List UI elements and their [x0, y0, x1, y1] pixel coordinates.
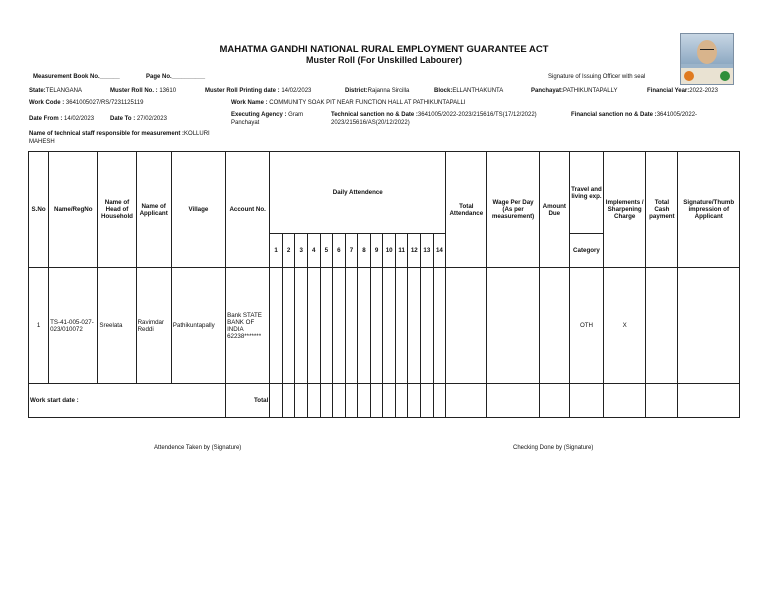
exec-agency-value-1: Gram: [288, 112, 304, 118]
day-7: 7: [345, 234, 358, 268]
att-cell: [345, 268, 358, 384]
foot-cell: [333, 384, 346, 418]
work-code-label: Work Code :: [29, 100, 65, 106]
day-6: 6: [333, 234, 346, 268]
fy-value: 2022-2023: [689, 88, 718, 94]
att-cell: [421, 268, 434, 384]
row-wage: [487, 268, 539, 384]
col-name: Name/RegNo: [49, 152, 98, 268]
emblem-right-icon: [720, 71, 730, 81]
emblem-left-icon: [684, 71, 694, 81]
footer-row: [29, 384, 740, 418]
row-amount-due: [539, 268, 569, 384]
tech-staff-field: [29, 131, 210, 137]
col-amount-due: Amount Due: [539, 152, 569, 268]
day-1: 1: [270, 234, 283, 268]
date-from-value: 14/02/2023: [64, 116, 95, 122]
work-code-field: [29, 100, 143, 106]
att-cell: [408, 268, 421, 384]
row-head: Sreelata: [98, 268, 136, 384]
state-label: State:: [29, 88, 46, 94]
day-12: 12: [408, 234, 421, 268]
muster-roll-table: [28, 151, 740, 418]
work-name-field: [231, 100, 466, 106]
page-subtitle: Muster Roll (For Unskilled Labourer): [305, 55, 462, 65]
page-no: Page No.__________: [146, 74, 206, 80]
district-field: [345, 88, 409, 94]
att-cell: [395, 268, 408, 384]
col-village: Village: [171, 152, 225, 268]
print-date-label: Muster Roll Printing date :: [205, 88, 280, 94]
att-cell: [295, 268, 308, 384]
district-value: Rajanna Sircilla: [367, 88, 410, 94]
att-cell: [433, 268, 446, 384]
tech-sanction-field: [331, 112, 537, 118]
fy-label: Financial Year:: [647, 88, 690, 94]
foot-cell: [569, 384, 603, 418]
block-field: [434, 88, 503, 94]
col-daily-attendance: Daily Attendence: [270, 152, 446, 234]
row-category: OTH: [569, 268, 603, 384]
exec-agency-field: [231, 112, 303, 118]
foot-cell: [270, 384, 283, 418]
total-label: Total: [226, 384, 270, 418]
header-row-1: [29, 152, 740, 234]
foot-cell: [320, 384, 333, 418]
foot-cell: [282, 384, 295, 418]
row-village: Pathikuntapally: [171, 268, 225, 384]
state-value: TELANGANA: [45, 88, 83, 94]
att-cell: [383, 268, 396, 384]
page-title: MAHATMA GANDHI NATIONAL RURAL EMPLOYMENT GUARANTEE ACT: [219, 44, 549, 55]
work-code-value: 3641005027/RS/7231125119: [65, 100, 144, 106]
foot-cell: [358, 384, 371, 418]
issuing-officer-signature: Signature of Issuing Officer with seal: [548, 74, 646, 80]
foot-cell: [678, 384, 740, 418]
col-category: Category: [569, 234, 603, 268]
foot-cell: [646, 384, 678, 418]
att-cell: [358, 268, 371, 384]
att-cell: [307, 268, 320, 384]
panchayat-value: PATHIKUNTAPALLY: [563, 88, 618, 94]
att-cell: [270, 268, 283, 384]
row-signature: [678, 268, 740, 384]
table-row: [29, 268, 740, 384]
row-account: Bank STATE BANK OF INDIA 62238*******: [226, 268, 270, 384]
col-total-cash: Total Cash payment: [646, 152, 678, 268]
col-head-household: Name of Head of Household: [98, 152, 136, 268]
muster-no-value: 13610: [159, 88, 177, 94]
foot-cell: [408, 384, 421, 418]
panchayat-label: Panchayat:: [531, 88, 564, 94]
day-8: 8: [358, 234, 371, 268]
panchayat-field: [531, 88, 617, 94]
col-signature: Signature/Thumb impression of Applicant: [678, 152, 740, 268]
tech-sanction-label: Technical sanction no & Date :: [331, 112, 418, 118]
day-3: 3: [295, 234, 308, 268]
tech-staff-value-2: MAHESH: [29, 139, 55, 145]
foot-cell: [370, 384, 383, 418]
print-date-value: 14/02/2023: [281, 88, 312, 94]
work-name-value: COMMUNITY SOAK PIT NEAR FUNCTION HALL AT PATHIKUNTAPALLI: [269, 100, 466, 106]
tech-sanction-value-2: 2023/215616/AS(20/12/2022): [331, 120, 410, 126]
fin-sanction-field: [571, 112, 697, 118]
district-label: District:: [345, 88, 368, 94]
day-5: 5: [320, 234, 333, 268]
foot-cell: [395, 384, 408, 418]
foot-cell: [345, 384, 358, 418]
col-total-attendance: Total Attendance: [446, 152, 487, 268]
row-regno: TS-41-005-027-023/010072: [49, 268, 98, 384]
foot-cell: [446, 384, 487, 418]
date-from-label: Date From :: [29, 116, 63, 122]
row-applicant: Ravimdar Reddi: [136, 268, 171, 384]
fin-sanction-value: 3641005/2022-: [656, 112, 698, 118]
exec-agency-value-2: Panchayat: [231, 120, 260, 126]
fy-field: [647, 88, 718, 94]
attendance-taken-signature: Attendence Taken by (Signature): [154, 445, 242, 451]
date-from-field: [29, 116, 94, 122]
col-applicant: Name of Applicant: [136, 152, 171, 268]
col-implements: Implements / Sharpening Charge: [604, 152, 646, 268]
muster-no-label: Muster Roll No. :: [110, 88, 158, 94]
foot-cell: [539, 384, 569, 418]
foot-cell: [604, 384, 646, 418]
block-label: Block:: [434, 88, 453, 94]
work-name-label: Work Name :: [231, 100, 268, 106]
day-10: 10: [383, 234, 396, 268]
print-date-field: [205, 88, 311, 94]
foot-cell: [295, 384, 308, 418]
foot-cell: [433, 384, 446, 418]
att-cell: [333, 268, 346, 384]
foot-cell: [421, 384, 434, 418]
muster-no-field: [110, 88, 176, 94]
date-to-value: 27/02/2023: [136, 116, 167, 122]
date-to-field: [110, 116, 167, 122]
state-field: [29, 88, 82, 94]
tech-staff-label: Name of technical staff responsible for measurement :: [29, 131, 185, 137]
col-sno: S.No: [29, 152, 49, 268]
col-account: Account No.: [226, 152, 270, 268]
row-total-attendance: [446, 268, 487, 384]
day-13: 13: [421, 234, 434, 268]
foot-cell: [487, 384, 539, 418]
col-wage: Wage Per Day (As per measurement): [487, 152, 539, 268]
foot-cell: [307, 384, 320, 418]
day-11: 11: [395, 234, 408, 268]
exec-agency-label: Executing Agency :: [231, 112, 287, 118]
foot-cell: [383, 384, 396, 418]
att-cell: [282, 268, 295, 384]
measurement-book: Measurement Book No.______: [33, 74, 120, 80]
day-9: 9: [370, 234, 383, 268]
col-travel: Travel and living exp.: [569, 152, 603, 234]
fin-sanction-label: Financial sanction no & Date :: [571, 112, 657, 118]
att-cell: [370, 268, 383, 384]
day-2: 2: [282, 234, 295, 268]
block-value: ELLANTHAKUNTA: [452, 88, 504, 94]
row-total-cash: [646, 268, 678, 384]
row-implements: X: [604, 268, 646, 384]
work-start-date: Work start date :: [29, 384, 226, 418]
day-4: 4: [307, 234, 320, 268]
tech-sanction-value-1: 3641005/2022-2023/215616/TS(17/12/2022): [417, 112, 537, 118]
date-to-label: Date To :: [110, 116, 136, 122]
row-sno: 1: [29, 268, 49, 384]
day-14: 14: [433, 234, 446, 268]
checking-done-signature: Checking Done by (Signature): [513, 445, 594, 451]
tech-staff-value-1: KOLLURI: [184, 131, 210, 137]
att-cell: [320, 268, 333, 384]
